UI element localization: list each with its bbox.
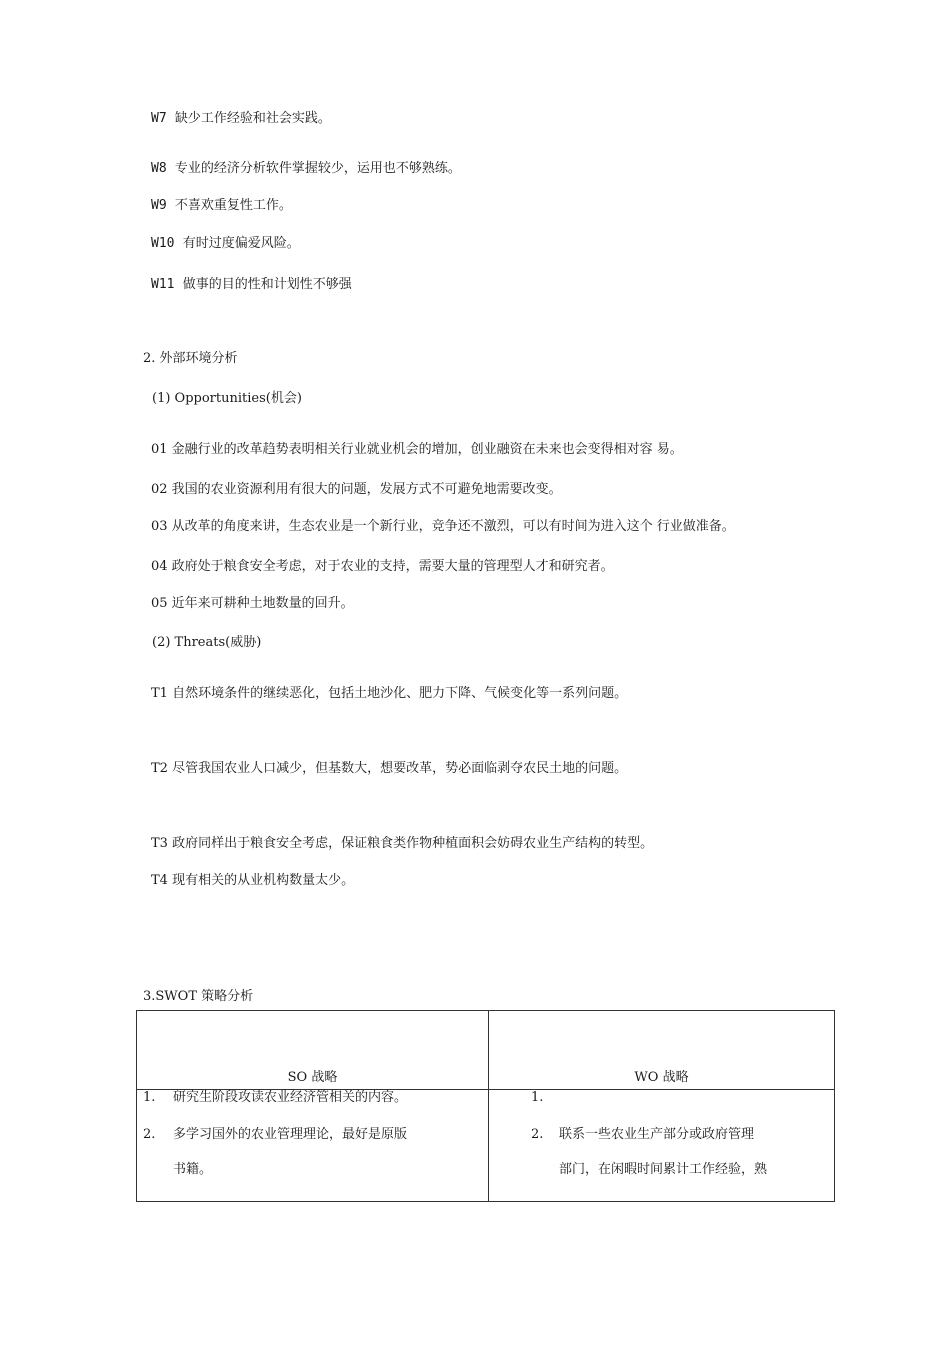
section-heading: 3.SWOT 策略分析 [143, 989, 254, 1004]
swot-strategy-table [136, 1010, 835, 1202]
wo-item-text: 联系一些农业生产部分或政府管理 [559, 1127, 755, 1142]
weakness-item [151, 236, 300, 252]
threat-item: T4 现有相关的从业机构数量太少。 [151, 873, 355, 888]
weakness-item [151, 111, 331, 127]
weakness-code: W9 [151, 198, 167, 213]
weakness-item [151, 198, 292, 214]
wo-strategy-cell [489, 1090, 835, 1202]
threat-item: T3 政府同样出于粮食安全考虑，保证粮食类作物种植面积会妨碍农业生产结构的转型。 [151, 836, 654, 851]
weakness-item [151, 161, 461, 177]
so-strategy-header: SO 战略 [137, 1011, 489, 1090]
weakness-item [151, 277, 352, 293]
wo-item-number: 2. [531, 1127, 544, 1142]
so-item-text: 研究生阶段攻读农业经济管相关的内容。 [173, 1090, 408, 1105]
wo-strategy-header: WO 战略 [489, 1011, 835, 1090]
table-row [137, 1090, 835, 1202]
weakness-code: W10 [151, 236, 175, 251]
weakness-text: 专业的经济分析软件掌握较少，运用也不够熟练。 [174, 161, 461, 176]
so-item-number: 2. [143, 1127, 156, 1142]
subsection-heading-opportunities: (1) Opportunities(机会) [152, 391, 302, 406]
weakness-code: W7 [151, 111, 167, 126]
threat-item: T1 自然环境条件的继续恶化，包括土地沙化、肥力下降、气候变化等一系列问题。 [151, 686, 628, 701]
wo-item-number: 1. [531, 1090, 544, 1105]
weakness-text: 不喜欢重复性工作。 [174, 198, 292, 213]
so-strategy-cell [137, 1090, 489, 1202]
weakness-code: W8 [151, 161, 167, 176]
opportunity-item: 03 从改革的角度来讲，生态农业是一个新行业，竞争还不激烈，可以有时间为进入这个 行业做准备。 [151, 519, 735, 534]
wo-item-text: 部门，在闲暇时间累计工作经验，熟 [559, 1162, 768, 1177]
weakness-text: 有时过度偏爱风险。 [182, 236, 300, 251]
weakness-code: W11 [151, 277, 175, 292]
threat-item: T2 尽管我国农业人口减少，但基数大，想要改革，势必面临剥夺农民土地的问题。 [151, 761, 628, 776]
subsection-heading-threats: (2) Threats(威胁) [152, 635, 262, 650]
opportunity-item: 05 近年来可耕种土地数量的回升。 [151, 596, 354, 611]
so-item-number: 1. [143, 1090, 156, 1105]
section-heading: 2. 外部环境分析 [143, 351, 238, 366]
weakness-text: 做事的目的性和计划性不够强 [182, 277, 352, 292]
table-header-row [137, 1011, 835, 1090]
so-item-text: 多学习国外的农业管理理论，最好是原版 [173, 1127, 408, 1142]
so-item-text: 书籍。 [173, 1162, 213, 1177]
opportunity-item: 04 政府处于粮食安全考虑，对于农业的支持，需要大量的管理型人才和研究者。 [151, 559, 614, 574]
weakness-text: 缺少工作经验和社会实践。 [174, 111, 331, 126]
opportunity-item: 01 金融行业的改革趋势表明相关行业就业机会的增加，创业融资在未来也会变得相对容 易。 [151, 442, 683, 457]
opportunity-item: 02 我国的农业资源利用有很大的问题，发展方式不可避免地需要改变。 [151, 482, 562, 497]
